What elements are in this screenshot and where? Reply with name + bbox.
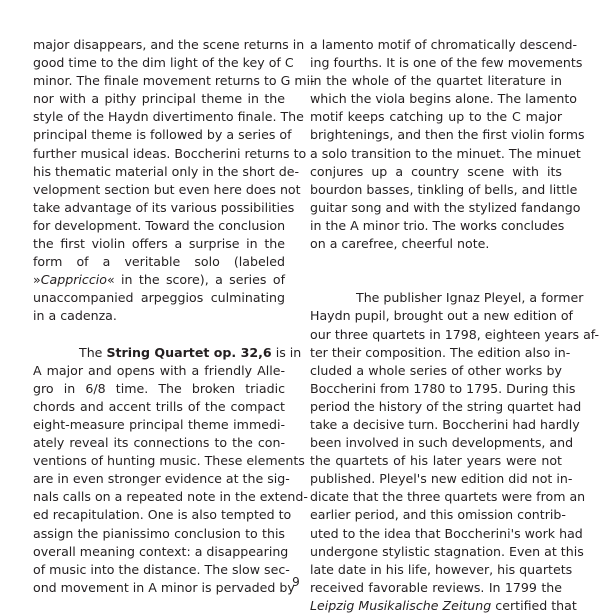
page-number: 9 bbox=[292, 575, 300, 589]
text-line: overall meaning context: a disappearing bbox=[33, 543, 289, 559]
text-line: on a carefree, cheerful note. bbox=[310, 236, 490, 252]
paragraph-gap bbox=[310, 271, 562, 289]
text-line: ventions of hunting music. These elements bbox=[33, 453, 305, 469]
text-line: been involved in such developments, and bbox=[310, 435, 574, 451]
text-line: assign the pianissimo conclusion to this bbox=[33, 525, 285, 541]
text-line: eight-measure principal theme immedi- bbox=[33, 416, 285, 432]
text-line: undergone stylistic stagnation. Even at this bbox=[310, 543, 584, 559]
text-line: minor. The finale movement returns to G mi- bbox=[33, 73, 315, 89]
text-line: ter their composition. The edition also in- bbox=[310, 344, 571, 360]
text-line: dicate that the three quartets were from an bbox=[310, 489, 586, 505]
text-line: his thematic material only in the short de- bbox=[33, 163, 300, 179]
text-line: our three quartets in 1798, eighteen years af- bbox=[310, 326, 599, 342]
text-line bbox=[33, 271, 285, 289]
right-column bbox=[310, 36, 599, 615]
paragraph-quartet-32-6 bbox=[33, 344, 308, 597]
text-line: are in even stronger evidence at the sig- bbox=[33, 471, 290, 487]
text-line: velopment section but even here does not bbox=[33, 181, 301, 197]
paragraph-slow-movement bbox=[310, 36, 585, 253]
text-run: The publisher Ignaz Pleyel, a former bbox=[356, 290, 584, 306]
text-run: certified that bbox=[491, 597, 577, 613]
text-line: which the viola begins alone. The lamento bbox=[310, 91, 577, 107]
text-line: published. Pleyel's new edition did not in- bbox=[310, 471, 573, 487]
paragraph-finale bbox=[33, 36, 315, 326]
text-line: principal theme is followed by a series of bbox=[33, 127, 292, 143]
text-line: take a decisive turn. Boccherini had hardly bbox=[310, 416, 580, 432]
text-line: of music into the distance. The slow sec- bbox=[33, 561, 290, 577]
text-line: in the A minor trio. The works concludes bbox=[310, 217, 565, 233]
text-line bbox=[310, 289, 584, 307]
left-column bbox=[33, 36, 315, 597]
text-line: good time to the dim light of the key of C bbox=[33, 55, 294, 71]
text-line: take advantage of its various possibilities bbox=[33, 199, 295, 215]
text-line: major disappears, and the scene returns in bbox=[33, 37, 305, 52]
text-line: unaccompanied arpeggios culminating bbox=[33, 290, 285, 306]
text-line: style of the Haydn divertimento finale. The bbox=[33, 109, 304, 125]
text-line: for development. Toward the conclusion bbox=[33, 217, 286, 233]
text-line bbox=[310, 597, 577, 615]
text-line: uted to the idea that Boccherini's work had bbox=[310, 525, 583, 541]
text-line: Boccherini from 1780 to 1795. During this bbox=[310, 380, 576, 396]
text-line: cluded a whole series of other works by bbox=[310, 362, 562, 378]
paragraph-gap bbox=[33, 326, 285, 344]
text-line: motif keeps catching up to the C major bbox=[310, 109, 562, 125]
text-line: further musical ideas. Boccherini returns to bbox=[33, 145, 307, 161]
text-line: the quartets of his later years were not bbox=[310, 453, 562, 469]
cappriccio-label: Cappriccio bbox=[40, 272, 107, 288]
text-line: a solo transition to the minuet. The minuet bbox=[310, 145, 581, 161]
text-line: a lamento motif of chromatically descend- bbox=[310, 37, 578, 52]
text-line: brightenings, and then the first violin forms bbox=[310, 127, 585, 143]
text-run: The bbox=[79, 344, 107, 360]
quote-close-text: « in the score), a series of bbox=[106, 272, 285, 288]
text-line: nals calls on a repeated note in the extend- bbox=[33, 489, 308, 505]
text-line: conjures up a country scene with its bbox=[310, 163, 562, 179]
text-line: form of a veritable solo (labeled bbox=[33, 254, 285, 270]
work-title: String Quartet op. 32,6 bbox=[106, 344, 272, 360]
text-line bbox=[33, 344, 302, 362]
text-line: gro in 6/8 time. The broken triadic bbox=[33, 380, 285, 396]
text-line: late date in his life, however, his quartets bbox=[310, 561, 573, 577]
text-line: Haydn pupil, brought out a new edition of bbox=[310, 308, 573, 324]
text-line: nor with a pithy principal theme in the bbox=[33, 91, 285, 107]
text-line: ed recapitulation. One is also tempted to bbox=[33, 507, 292, 523]
text-line: chords and accent trills of the compact bbox=[33, 398, 285, 414]
text-line: ately reveal its connections to the con- bbox=[33, 435, 285, 451]
text-line: received favorable reviews. In 1799 the bbox=[310, 579, 562, 595]
text-line: bourdon basses, tinkling of bells, and little bbox=[310, 181, 578, 197]
text-line: guitar song and with the stylized fandango bbox=[310, 199, 581, 215]
text-line: in the whole of the quartet literature in bbox=[310, 73, 562, 89]
text-run: is in bbox=[271, 344, 302, 360]
text-line: in a cadenza. bbox=[33, 308, 117, 324]
text-line: period the history of the string quartet had bbox=[310, 398, 582, 414]
journal-title: Leipzig Musikalische Zeitung bbox=[310, 597, 492, 613]
text-line: the first violin offers a surprise in the bbox=[33, 236, 285, 252]
text-line: earlier period, and this omission contrib- bbox=[310, 507, 566, 523]
paragraph-pleyel-edition bbox=[310, 289, 599, 615]
text-line: ing fourths. It is one of the few movements bbox=[310, 55, 583, 71]
paragraph-gap bbox=[310, 253, 562, 271]
text-line: A major and opens with a friendly Alle- bbox=[33, 362, 285, 378]
quote-open: » bbox=[33, 272, 41, 288]
text-line: ond movement in A minor is pervaded by bbox=[33, 579, 295, 595]
